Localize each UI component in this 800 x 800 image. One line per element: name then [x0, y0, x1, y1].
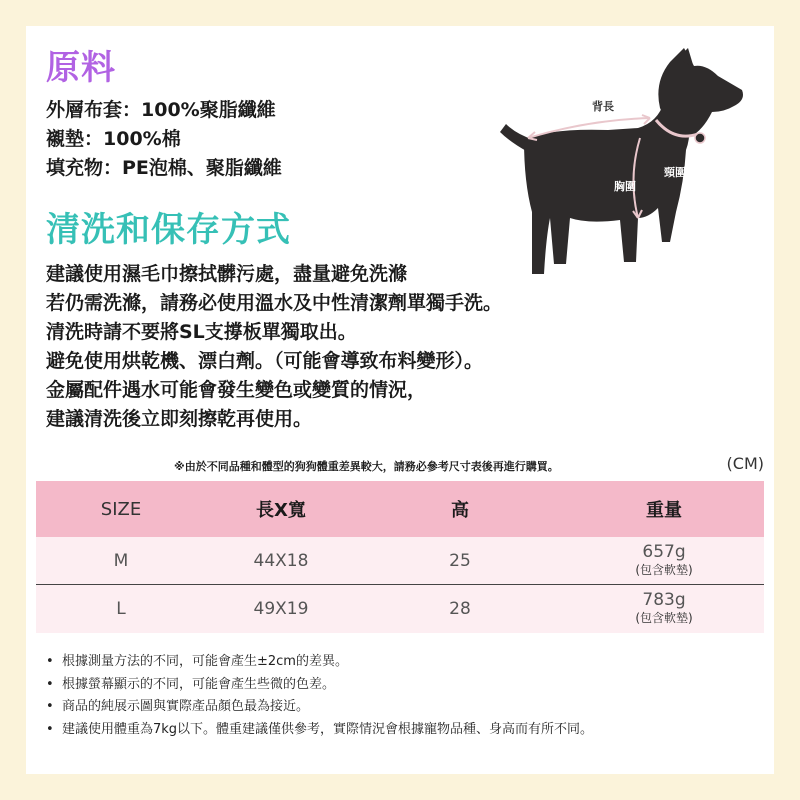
cell-weight: [564, 591, 764, 627]
washing-line: 若仍需洗滌，請務必使用溫水及中性清潔劑單獨手洗。: [46, 292, 503, 314]
footnote-item: [46, 651, 593, 674]
bullet-dot: •: [46, 676, 54, 692]
header-weight: 重量: [646, 500, 682, 521]
weight-note: (包含軟墊): [635, 562, 693, 577]
bullet-dot: •: [46, 721, 54, 737]
material-list: [46, 96, 282, 183]
back-length-label: 背長: [592, 100, 614, 113]
size-note: ※由於不同品種和體型的狗狗體重差異較大，請務必參考尺寸表後再進行購買。: [174, 460, 559, 473]
size-table: [36, 481, 764, 633]
cell-size: L: [116, 599, 126, 619]
bullet-dot: •: [46, 699, 54, 714]
dog-measurement-diagram: [488, 42, 748, 290]
cell-weight: [564, 543, 764, 579]
material-line: 襯墊：100%棉: [46, 128, 181, 150]
washing-line: 清洗時請不要將SL支撐板單獨取出。: [46, 321, 357, 343]
footnote-text: 商品的純展示圖與實際產品顏色最為接近。: [62, 699, 310, 714]
material-line: 外層布套：100%聚脂纖維: [46, 99, 276, 121]
dog-head: [658, 48, 743, 138]
washing-line: 建議使用濕毛巾擦拭髒污處，盡量避免洗滌: [46, 263, 408, 285]
chest-label: 胸圍: [614, 180, 636, 193]
header-dims: 長X寬: [256, 500, 306, 521]
footnote-text: 建議使用體重為7kg以下。體重建議僅供參考，實際情況會根據寵物品種、身高而有所不同。: [62, 721, 594, 737]
header-size: SIZE: [100, 498, 142, 520]
bullet-dot: •: [46, 654, 54, 669]
footnote-list: [46, 651, 593, 741]
neck-label: 頸圍: [664, 166, 686, 179]
weight-note: (包含軟墊): [635, 611, 693, 625]
table-header: [36, 481, 764, 537]
washing-list: [46, 260, 502, 434]
washing-line: 避免使用烘乾機、漂白劑。（可能會導致布料變形）。: [46, 350, 484, 372]
footnote-text: 根據螢幕顯示的不同，可能會產生些微的色差。: [62, 676, 336, 692]
cell-height: 28: [449, 599, 471, 619]
cell-dims: 44X18: [253, 550, 309, 571]
footnote-item: [46, 674, 593, 697]
header-height: 高: [451, 500, 469, 521]
washing-line: 建議清洗後立即刻擦乾再使用。: [46, 408, 313, 430]
cell-dims: 49X19: [253, 599, 309, 619]
washing-heading: 清洗和保存方式: [46, 210, 291, 250]
material-line: 填充物：PE泡棉、聚脂纖維: [46, 157, 282, 179]
product-info-card: [26, 26, 774, 774]
table-row: [36, 537, 764, 585]
material-heading: 原料: [46, 48, 116, 88]
unit-label: (CM): [726, 454, 764, 473]
washing-line: 金屬配件遇水可能會發生變色或變質的情況，: [46, 379, 427, 401]
weight-value: 657g: [642, 541, 686, 562]
footnote-text: 根據測量方法的不同，可能會產生±2cm的差異。: [62, 654, 348, 669]
cell-height: 25: [449, 550, 471, 571]
weight-value: 783g: [642, 590, 686, 610]
footnote-item: [46, 696, 593, 719]
back-length-arrow-right: [642, 115, 650, 124]
collar-tag: [695, 133, 705, 143]
cell-size: M: [113, 550, 129, 571]
table-row: [36, 585, 764, 633]
footnote-item: [46, 719, 593, 742]
